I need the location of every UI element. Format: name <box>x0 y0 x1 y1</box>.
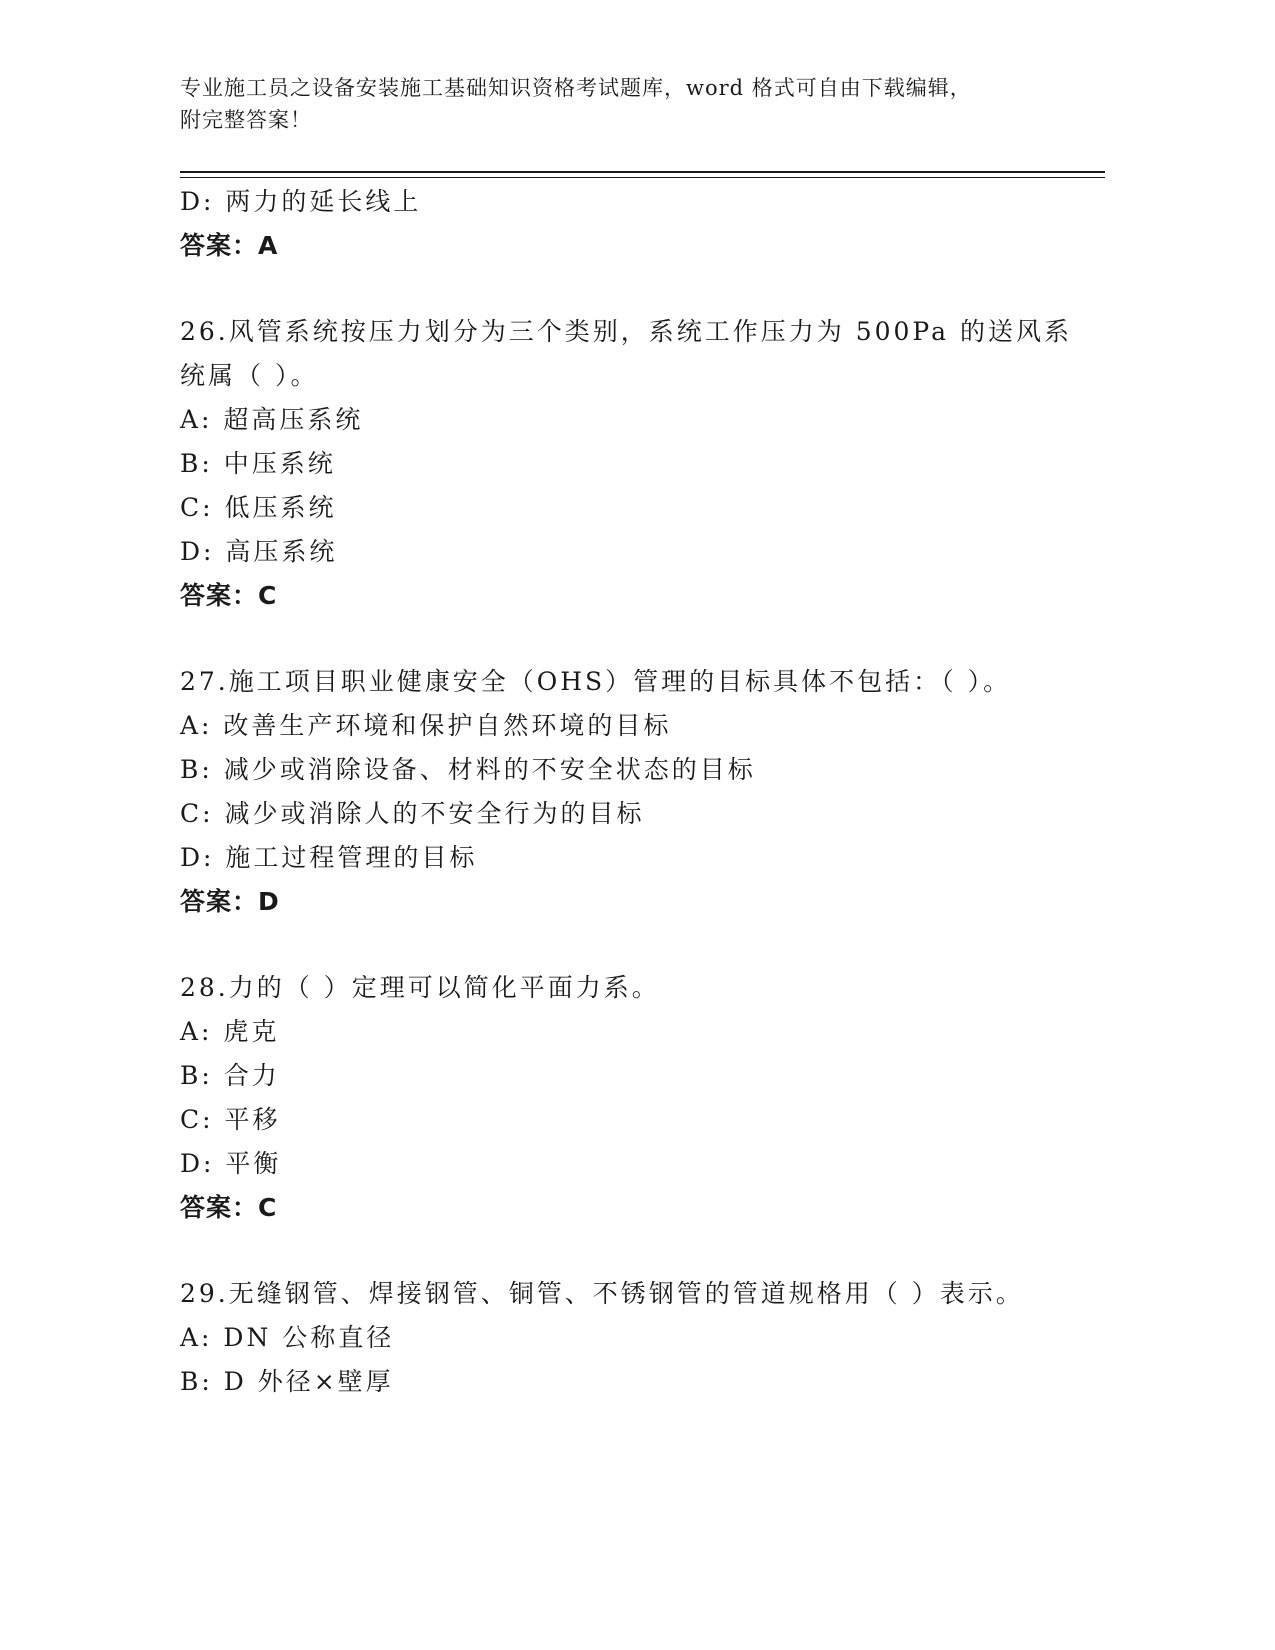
option-b: B: 中压系统 <box>180 449 336 478</box>
question-28 <box>180 966 1080 1230</box>
question-stem: 29.无缝钢管、焊接钢管、铜管、不锈钢管的管道规格用（ ）表示。 <box>180 1279 1024 1308</box>
spacer <box>180 1230 1080 1272</box>
question-29 <box>180 1272 1080 1404</box>
header-divider-thick <box>180 171 1105 173</box>
option-b: B: 合力 <box>180 1061 280 1090</box>
question-stem-continued: 统属（ ）。 <box>180 361 319 390</box>
option-b: B: 减少或消除设备、材料的不安全状态的目标 <box>180 755 756 784</box>
header-divider-thin <box>180 177 1105 178</box>
question-27 <box>180 660 1080 924</box>
option-d: D: 平衡 <box>180 1149 282 1178</box>
question-26 <box>180 310 1080 618</box>
answer-line: 答案：C <box>180 1193 278 1222</box>
spacer <box>180 924 1080 966</box>
option-a: A: 虎克 <box>180 1017 280 1046</box>
question-list <box>180 180 1080 1404</box>
option-b: B: D 外径×壁厚 <box>180 1367 394 1396</box>
header-line-2: 附完整答案！ <box>180 108 312 132</box>
header-line-1: 专业施工员之设备安装施工基础知识资格考试题库，word 格式可自由下载编辑， <box>180 76 972 100</box>
question-stem: 27.施工项目职业健康安全（OHS）管理的目标具体不包括：（ ）。 <box>180 667 1012 696</box>
option-d: D: 两力的延长线上 <box>180 187 422 216</box>
question-stem: 26.风管系统按压力划分为三个类别，系统工作压力为 500Pa 的送风系 <box>180 317 1072 346</box>
spacer <box>180 618 1080 660</box>
option-d: D: 高压系统 <box>180 537 338 566</box>
question-stem: 28.力的（ ）定理可以简化平面力系。 <box>180 973 660 1002</box>
answer-line: 答案：A <box>180 231 279 260</box>
option-a: A: 改善生产环境和保护自然环境的目标 <box>180 711 672 740</box>
answer-line: 答案：C <box>180 581 278 610</box>
document-header <box>180 72 1040 136</box>
option-c: C: 低压系统 <box>180 493 337 522</box>
option-d: D: 施工过程管理的目标 <box>180 843 478 872</box>
spacer <box>180 268 1080 310</box>
option-a: A: 超高压系统 <box>180 405 364 434</box>
option-c: C: 平移 <box>180 1105 281 1134</box>
option-c: C: 减少或消除人的不安全行为的目标 <box>180 799 645 828</box>
answer-line: 答案：D <box>180 887 280 916</box>
option-a: A: DN 公称直径 <box>180 1323 395 1352</box>
